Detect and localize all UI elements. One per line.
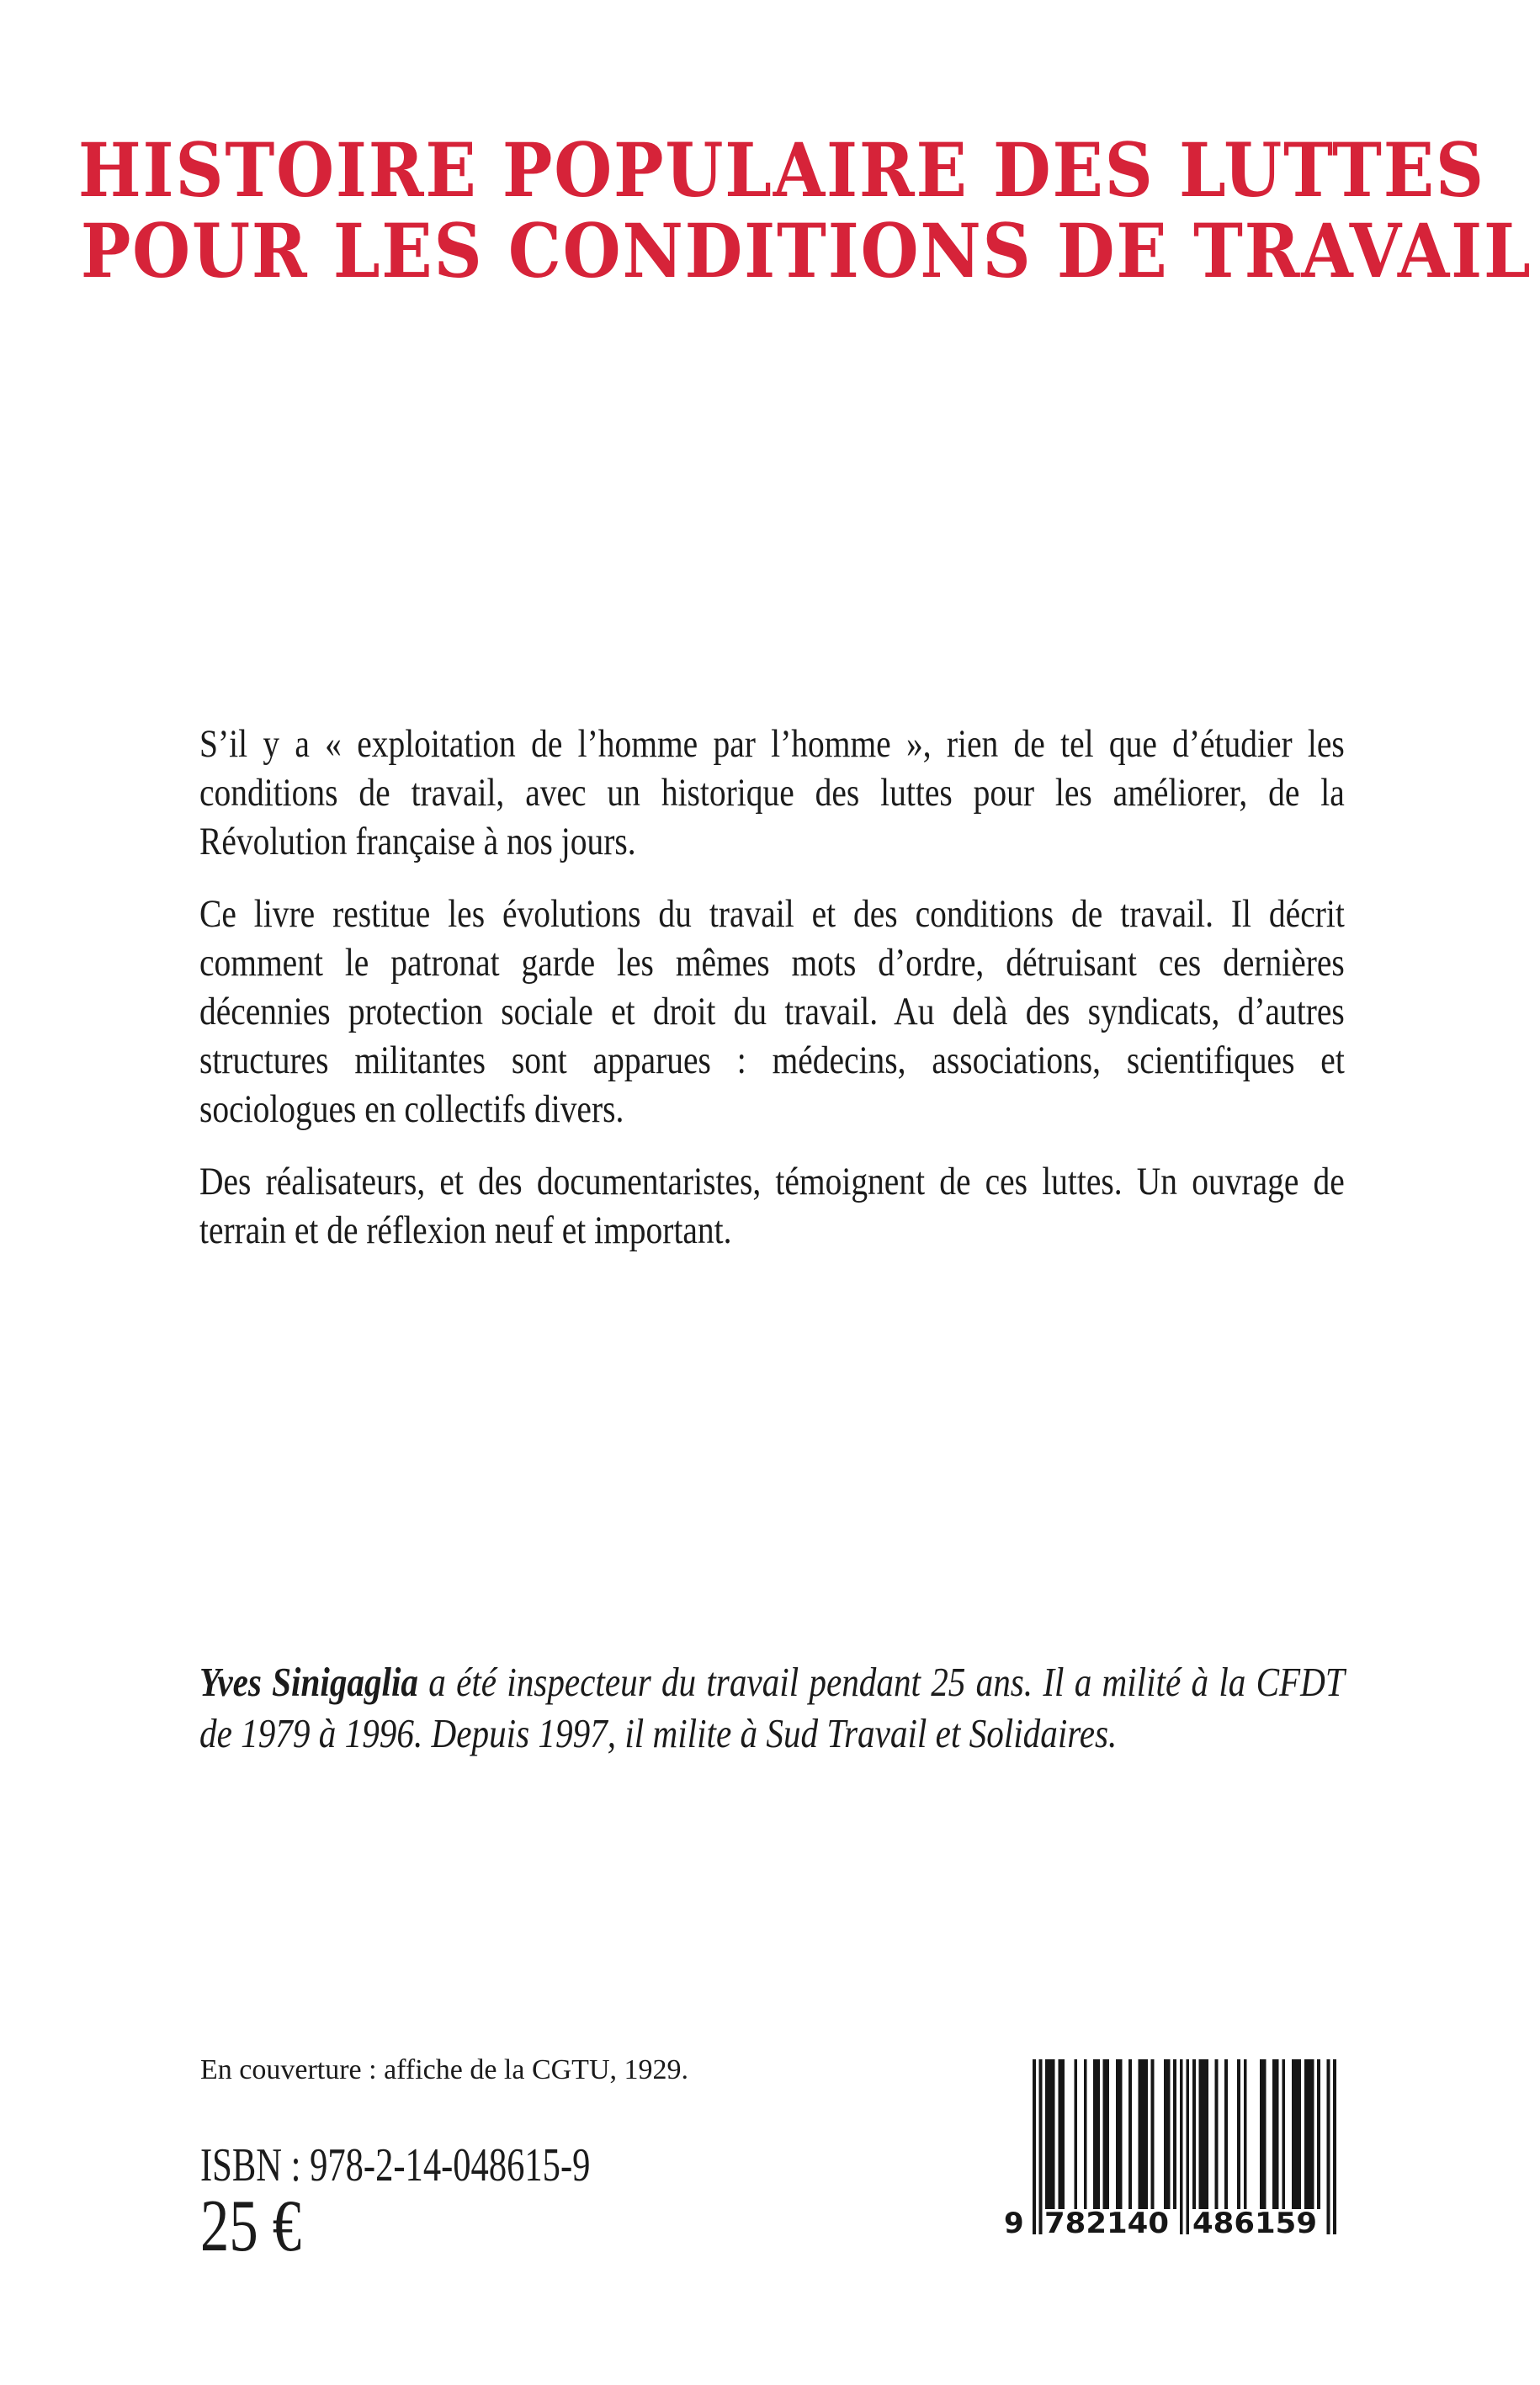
- book-title: [0, 126, 1540, 295]
- barcode-digits: 486159: [1192, 2207, 1317, 2236]
- price: 25 €: [200, 2186, 302, 2267]
- book-title-row-1: [0, 126, 1540, 214]
- book-title-line-2: POUR LES CONDITIONS DE TRAVAIL: [80, 207, 1532, 295]
- cover-credit: En couverture : affiche de la CGTU, 1929.: [200, 2054, 689, 2085]
- back-cover-blurb: [199, 720, 1345, 1278]
- isbn-number: ISBN : 978-2-14-048615-9: [200, 2139, 591, 2191]
- author-bio-text: a été inspecteur du travail pendant 25 ans. Il a milité à la CFDT de 1979 à 1996. Depuis 1997, il milite à Sud Travail et Solidaires.: [199, 1659, 1345, 1756]
- ean13-barcode: [997, 2059, 1342, 2236]
- author-name: Yves Sinigaglia: [199, 1659, 419, 1705]
- blurb-paragraph-1: S’il y a « exploitation de l’homme par l’homme », rien de tel que d’étudier les conditions de travail, avec un historique des luttes pour les améliorer, de la Révolution française à nos jours.: [199, 722, 1345, 863]
- book-title-row-2: [0, 207, 1540, 295]
- barcode-digits: 9: [1004, 2207, 1024, 2236]
- blurb-paragraph-3: Des réalisateurs, et des documentaristes, témoignent de ces luttes. Un ouvrage de terrain et de réflexion neuf et important.: [199, 1160, 1345, 1252]
- book-title-line-1: HISTOIRE POPULAIRE DES LUTTES: [77, 126, 1485, 214]
- author-bio: [199, 1656, 1345, 1759]
- blurb-paragraph-2: Ce livre restitue les évolutions du travail et des conditions de travail. Il décrit comment le patronat garde les mêmes mots d’ordre, détruisant ces dernières décennies protection sociale et droit du travail. Au delà des syndicats, d’autres structures militantes sont apparues : médecins, associations, scientifiques et sociologues en collectifs divers.: [199, 892, 1345, 1131]
- barcode-digits: 782140: [1044, 2207, 1169, 2236]
- barcode-svg: [997, 2059, 1342, 2236]
